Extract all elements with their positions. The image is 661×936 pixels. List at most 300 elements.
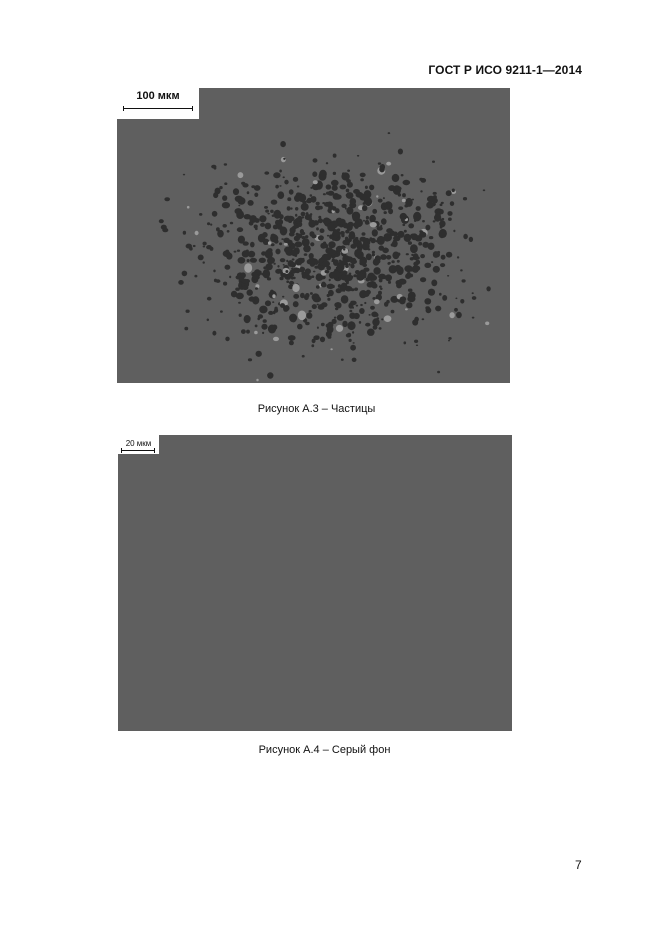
particle (331, 260, 333, 262)
particle (363, 268, 369, 272)
particle (279, 185, 281, 187)
particle (213, 270, 215, 273)
particle (408, 223, 414, 228)
particle (280, 258, 286, 262)
particle (353, 313, 359, 319)
particle (297, 186, 300, 188)
particle (453, 230, 455, 233)
particle (384, 233, 392, 241)
particle (314, 298, 316, 300)
particle (411, 254, 414, 256)
particle (290, 207, 292, 209)
particle (346, 281, 349, 284)
particle (203, 242, 207, 246)
particle (342, 172, 345, 175)
particle (388, 281, 391, 284)
particle (393, 232, 398, 237)
particle (377, 272, 379, 274)
particle (355, 237, 358, 240)
particle (320, 337, 325, 343)
particle (268, 325, 276, 334)
particle (378, 199, 383, 203)
particle (380, 225, 382, 228)
particle (310, 292, 313, 295)
particle (328, 241, 335, 248)
particle (291, 249, 297, 256)
particle (242, 250, 250, 257)
particle (380, 288, 383, 290)
particle (472, 317, 475, 319)
particle (178, 280, 184, 285)
particle (321, 323, 325, 326)
particle (283, 238, 289, 243)
particle (268, 241, 272, 245)
particle (254, 331, 258, 335)
particle (301, 212, 306, 217)
particle (365, 323, 370, 327)
particle (369, 215, 376, 223)
particle (279, 277, 283, 281)
particle (283, 308, 288, 312)
particle (386, 255, 391, 260)
particle (371, 312, 378, 318)
particle (207, 297, 212, 301)
particle (234, 251, 237, 253)
particle (313, 158, 318, 162)
particle (419, 230, 423, 233)
particle (381, 218, 387, 224)
particle (295, 214, 297, 217)
particle (439, 230, 446, 238)
particle (388, 262, 391, 264)
particle (433, 220, 436, 222)
particle (240, 241, 242, 243)
particle (207, 319, 209, 322)
particle (404, 341, 407, 344)
particle (267, 266, 271, 269)
particle (442, 295, 447, 301)
particle (382, 248, 389, 254)
particle (223, 224, 227, 228)
particle (359, 194, 367, 201)
particle (402, 199, 406, 203)
particle (274, 308, 278, 313)
particle (397, 260, 400, 263)
particle (463, 197, 467, 200)
particle (267, 277, 271, 280)
particle (386, 162, 391, 166)
particle (195, 231, 199, 235)
particle (433, 266, 440, 273)
particle (485, 322, 489, 326)
particle (353, 342, 355, 344)
particle (408, 241, 412, 245)
particle (352, 358, 357, 362)
particle (302, 355, 305, 358)
particle (289, 281, 294, 285)
particle (372, 229, 378, 236)
particle (391, 243, 395, 246)
particle (333, 154, 337, 158)
particle (238, 257, 246, 264)
particle (238, 302, 241, 304)
particle (304, 253, 308, 256)
particle (247, 259, 250, 262)
particle (406, 302, 412, 308)
particle (388, 230, 390, 232)
particle (194, 275, 197, 278)
particle (340, 285, 346, 291)
particle (161, 225, 167, 230)
particle (313, 271, 316, 273)
particle (329, 279, 331, 282)
scale-bar-label: 20 мкм (125, 439, 152, 448)
page-number: 7 (575, 858, 582, 872)
particle (448, 337, 451, 340)
particle (462, 279, 466, 282)
particle (280, 141, 286, 147)
particle (261, 324, 267, 330)
particle (348, 233, 355, 240)
particle (327, 326, 334, 334)
particle (271, 234, 276, 239)
particle (183, 231, 186, 235)
particle (392, 174, 400, 182)
particle (369, 185, 374, 191)
particle (404, 230, 407, 233)
particle (262, 332, 264, 334)
particle (325, 254, 332, 261)
particle (343, 248, 345, 250)
particle (336, 325, 343, 332)
particle (222, 202, 230, 208)
particle (284, 247, 292, 254)
particle (357, 155, 359, 157)
particle (243, 281, 246, 284)
particle (410, 257, 414, 260)
particle (289, 232, 295, 237)
particle (256, 351, 262, 357)
particle (418, 242, 422, 246)
document-code-header: ГОСТ Р ИСО 9211-1—2014 (428, 63, 582, 77)
particle (295, 241, 303, 247)
particle (313, 180, 318, 184)
particle (380, 165, 384, 170)
particle (212, 211, 218, 217)
particle (345, 286, 353, 292)
particle (446, 252, 452, 258)
particle (229, 276, 231, 279)
particle (323, 193, 326, 195)
particle (388, 208, 393, 214)
particle (250, 242, 255, 248)
particle (279, 170, 282, 173)
particle (247, 289, 253, 295)
particle (472, 296, 477, 300)
particle (263, 266, 266, 269)
particle (273, 337, 279, 341)
particle (347, 321, 355, 330)
particle (260, 223, 265, 227)
particle (416, 260, 421, 265)
particle (199, 213, 202, 216)
particle (327, 235, 329, 237)
particle (322, 261, 330, 268)
particle (265, 300, 271, 306)
figure-gray-background-image (118, 435, 512, 731)
particle (322, 282, 326, 287)
particle (240, 272, 246, 278)
particle (264, 206, 268, 209)
particle (327, 284, 334, 289)
particle (346, 189, 350, 193)
particle (283, 176, 285, 178)
particle (447, 275, 449, 277)
particle (238, 205, 240, 207)
particle (282, 296, 284, 298)
particle (345, 237, 348, 240)
particle (311, 344, 314, 347)
particle (327, 202, 333, 208)
particle (301, 205, 306, 210)
particle (224, 182, 227, 185)
particle (416, 345, 418, 347)
particle (347, 170, 350, 172)
particle (284, 180, 288, 185)
particle (449, 312, 454, 318)
particle (408, 289, 413, 292)
particle (275, 185, 279, 189)
particle (300, 229, 304, 234)
particle (243, 241, 249, 245)
particle (441, 255, 446, 260)
particle (452, 189, 455, 193)
particle (435, 252, 440, 257)
particle (317, 327, 319, 329)
particle (330, 348, 332, 350)
particle (254, 193, 258, 197)
particle (345, 207, 347, 209)
particle (354, 288, 358, 291)
particle (363, 220, 365, 222)
particle (425, 225, 430, 231)
particle (422, 220, 425, 222)
particle (223, 282, 227, 286)
particle (428, 289, 435, 296)
particle (308, 257, 315, 265)
particle (373, 320, 376, 322)
particle (441, 202, 444, 204)
particle (283, 158, 285, 160)
particle (391, 310, 395, 314)
particle (273, 172, 280, 178)
particle (338, 219, 346, 225)
particle (384, 302, 388, 307)
particle (349, 263, 351, 266)
particle (319, 170, 327, 178)
particle (347, 182, 353, 188)
particle (339, 261, 345, 267)
particle (295, 207, 298, 211)
particle (322, 202, 325, 204)
particle (391, 260, 394, 263)
particle (277, 265, 279, 268)
particle (295, 259, 302, 266)
particle (379, 286, 382, 288)
particle (255, 218, 260, 223)
particle (259, 215, 266, 222)
particle (379, 327, 382, 330)
particle (214, 167, 217, 170)
particle (369, 281, 377, 287)
particle (389, 265, 397, 273)
particle (249, 221, 254, 226)
particle (255, 287, 258, 290)
particle (238, 172, 244, 178)
particle (306, 312, 312, 318)
particle (432, 161, 435, 163)
particle (405, 308, 408, 310)
particle (356, 305, 358, 307)
particle (329, 234, 333, 239)
particle (264, 171, 269, 174)
particle (385, 274, 392, 281)
particle (388, 132, 391, 134)
scale-bar-100 (117, 88, 199, 119)
particle (360, 304, 363, 306)
particle (472, 292, 474, 294)
particle (327, 298, 330, 301)
particle (288, 335, 296, 341)
particle (416, 206, 421, 211)
particle (272, 301, 274, 303)
particle (360, 178, 364, 181)
particle (236, 210, 244, 219)
particle (302, 216, 304, 218)
particle (429, 236, 433, 239)
particle (362, 242, 370, 250)
particle (395, 242, 398, 244)
particle (287, 206, 291, 210)
scale-bar-label: 100 мкм (136, 90, 180, 102)
particle (376, 195, 378, 197)
particle (305, 293, 310, 298)
particle (245, 316, 250, 321)
particle (272, 294, 275, 298)
particle (280, 303, 285, 308)
particle (258, 234, 265, 243)
particle (486, 286, 490, 291)
particle (316, 202, 320, 205)
particle (298, 194, 306, 202)
particle (346, 194, 348, 196)
particle (456, 312, 462, 318)
particle (279, 242, 282, 245)
particle (483, 189, 486, 191)
particle (454, 308, 458, 312)
particle (293, 277, 296, 280)
particle (384, 211, 387, 214)
particle (265, 223, 272, 230)
particle (370, 306, 375, 310)
particle (350, 345, 356, 351)
particle (326, 162, 328, 164)
particle (278, 219, 283, 225)
particle (311, 234, 316, 238)
particle (287, 274, 291, 278)
particle (420, 254, 425, 258)
particle (439, 293, 442, 296)
scale-bar-20 (118, 435, 159, 454)
particle (183, 174, 185, 176)
particle (292, 258, 295, 260)
particle (257, 317, 260, 320)
particle (350, 301, 357, 306)
particle (424, 263, 431, 268)
particle (252, 275, 259, 280)
particle (237, 250, 240, 252)
particle (248, 358, 252, 361)
particle (334, 253, 337, 256)
particle (273, 263, 275, 265)
particle (241, 329, 246, 334)
particle (159, 219, 164, 223)
particle (309, 310, 312, 312)
particle (360, 173, 366, 178)
particle (410, 234, 416, 239)
particle (424, 298, 431, 304)
particle (203, 261, 205, 263)
particle (242, 285, 248, 290)
particle (287, 197, 291, 201)
particle (244, 263, 252, 272)
particle (270, 210, 274, 213)
particle (246, 330, 250, 334)
particle (440, 225, 443, 228)
particle (352, 243, 355, 245)
particle (357, 246, 362, 252)
particle (198, 255, 204, 261)
particle (400, 296, 407, 301)
particle (316, 285, 320, 288)
particle (407, 272, 411, 276)
particle (255, 228, 258, 230)
particle (318, 235, 324, 240)
particle (416, 257, 420, 260)
particle (349, 310, 352, 313)
particle (463, 234, 468, 239)
particle (286, 280, 289, 283)
particle (440, 263, 445, 267)
particle (353, 274, 357, 277)
particle (384, 315, 392, 322)
particle (455, 298, 457, 300)
particle (380, 254, 387, 260)
particle (366, 216, 369, 220)
particle (297, 222, 302, 227)
particle (392, 252, 399, 260)
particle (406, 253, 409, 255)
particle (338, 275, 341, 278)
particle (210, 224, 212, 226)
particle (317, 304, 319, 306)
particle (310, 242, 314, 246)
particle (310, 213, 312, 216)
particle (247, 191, 250, 194)
particle (303, 245, 311, 252)
particle (337, 314, 344, 320)
particle (207, 222, 210, 225)
